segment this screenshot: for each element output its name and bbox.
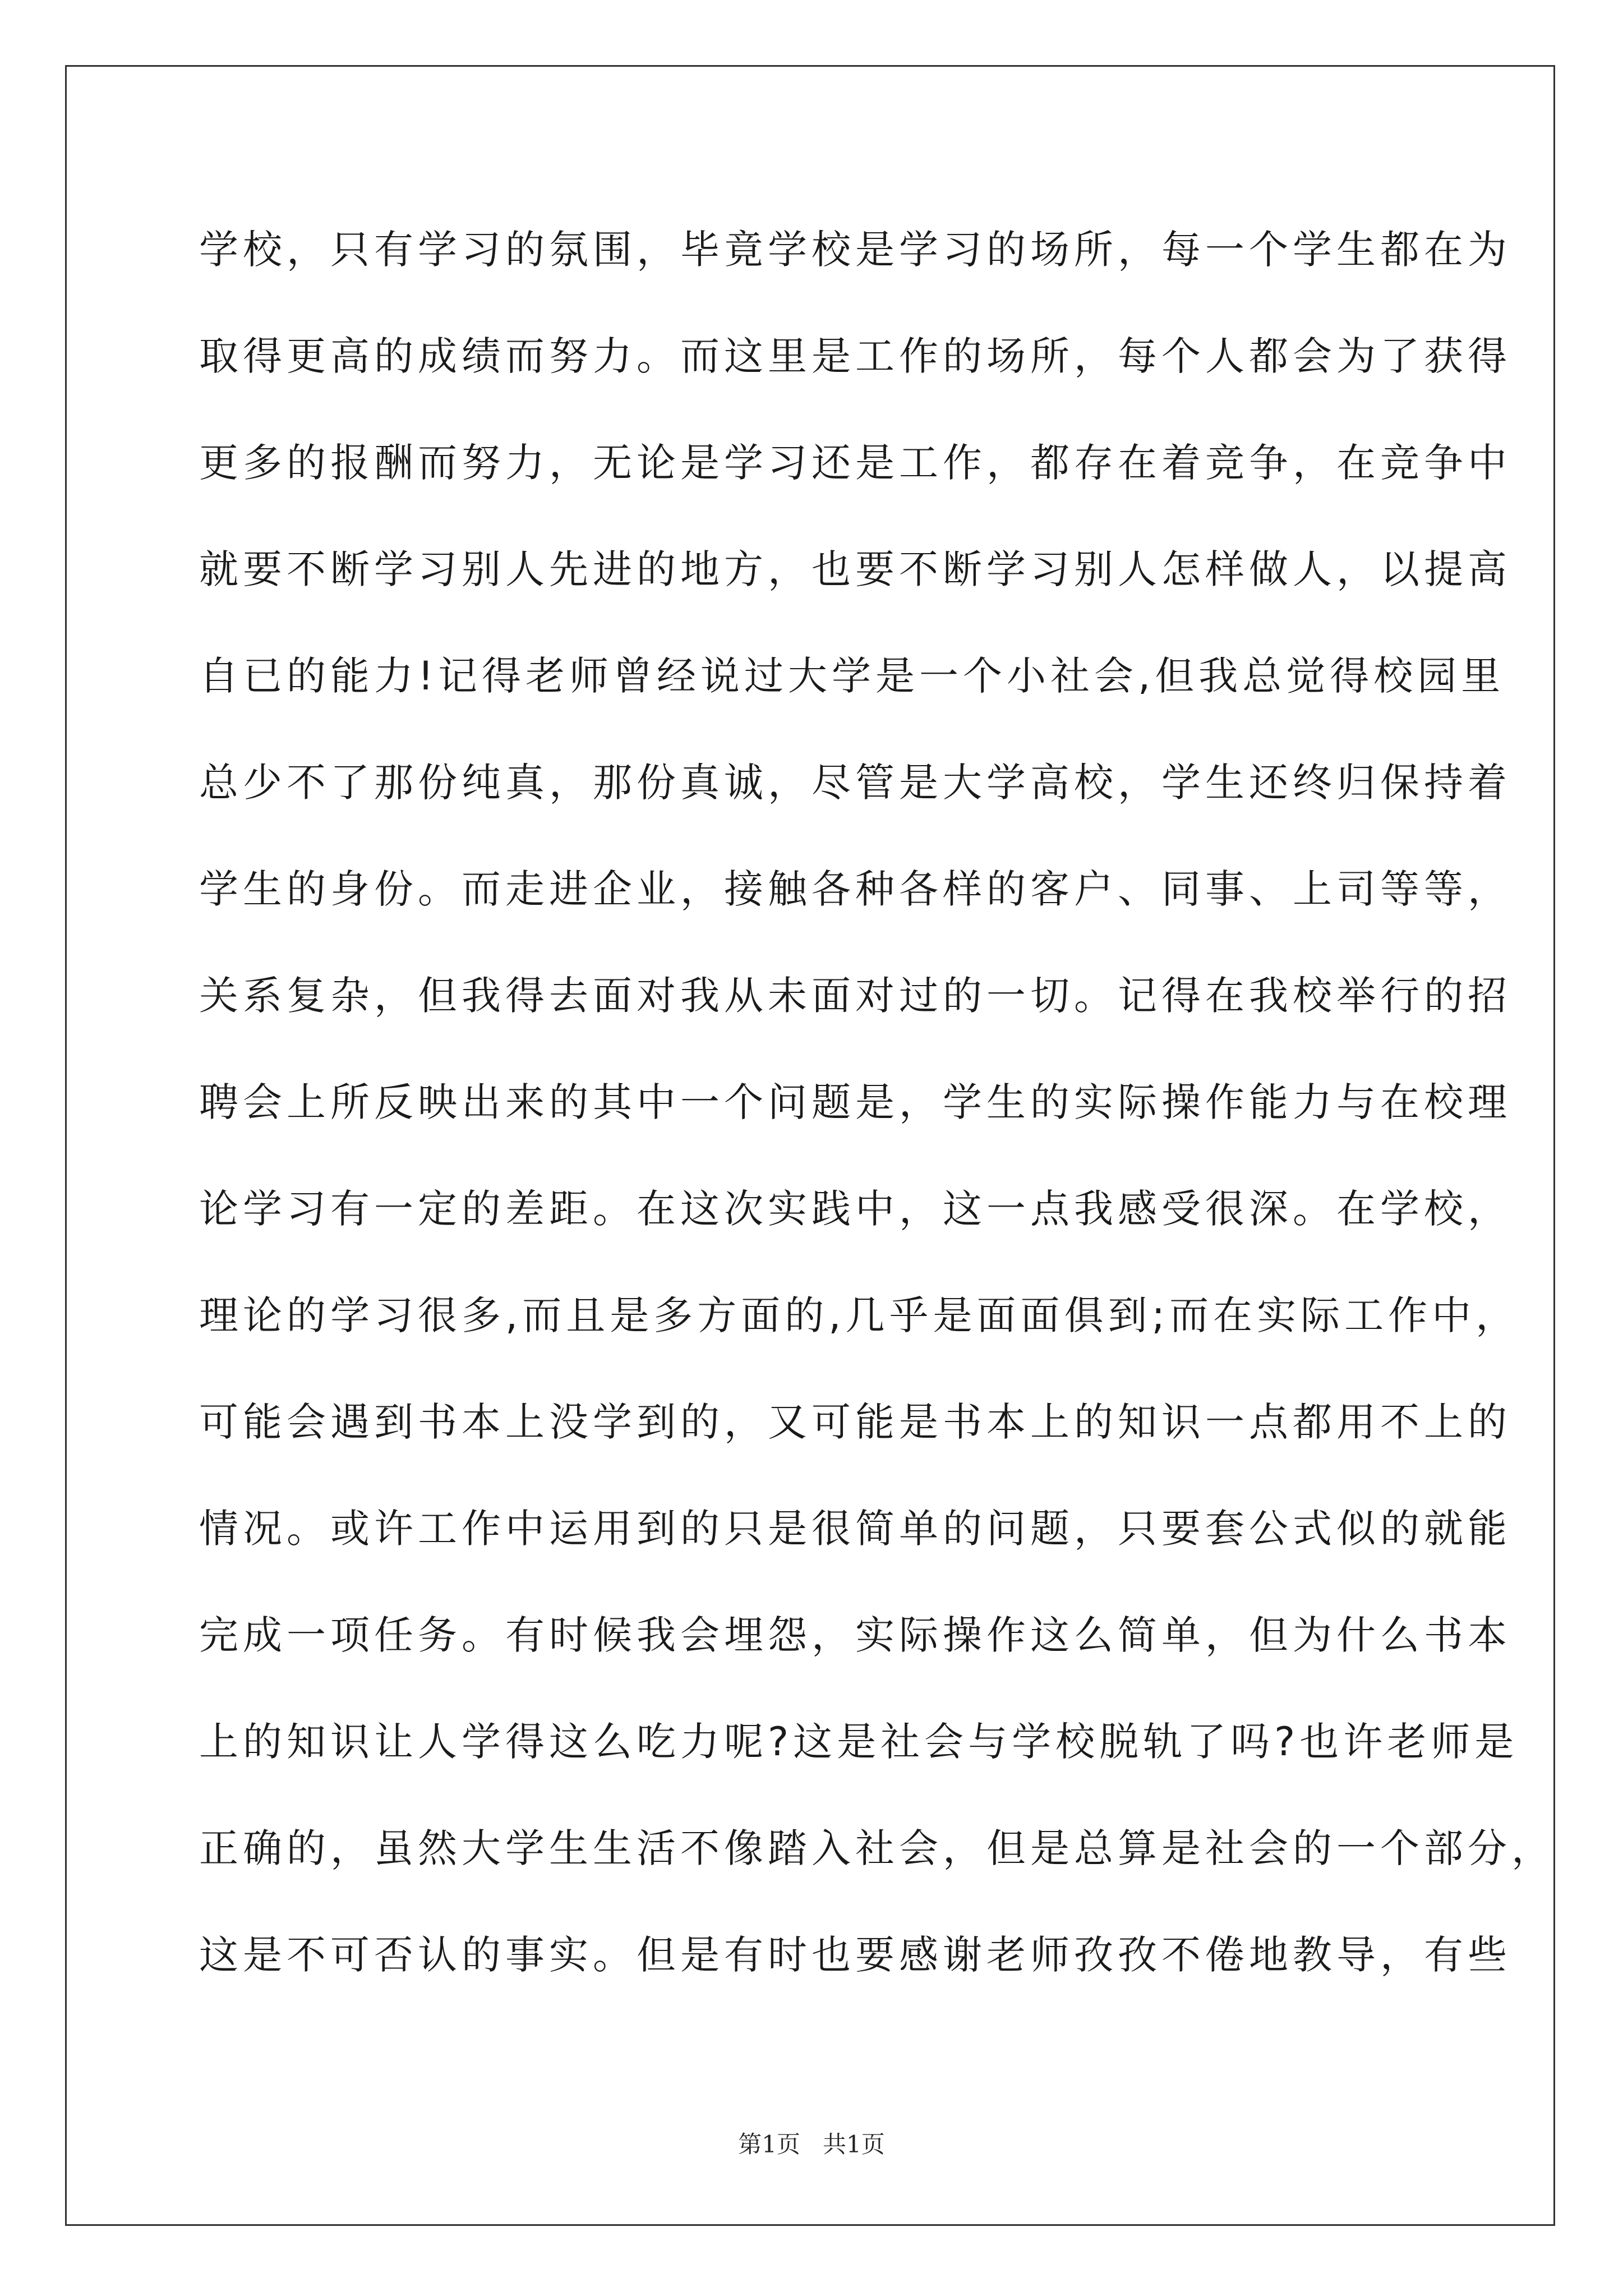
text-line: 更多的报酬而努力，无论是学习还是工作，都存在着竞争，在竞争中	[199, 440, 1511, 486]
text-line: 就要不断学习别人先进的地方，也要不断学习别人怎样做人，以提高	[199, 546, 1511, 592]
text-line: 关系复杂，但我得去面对我从未面对过的一切。记得在我校举行的招	[199, 973, 1511, 1019]
document-body	[199, 219, 1555, 2031]
text-line: 上的知识让人学得这么吃力呢?这是社会与学校脱轨了吗?也许老师是	[199, 1719, 1519, 1765]
text-line: 可能会遇到书本上没学到的，又可能是书本上的知识一点都用不上的	[199, 1399, 1511, 1445]
text-line: 学校，只有学习的氛围，毕竟学校是学习的场所，每一个学生都在为	[199, 227, 1511, 273]
text-line: 理论的学习很多,而且是多方面的,几乎是面面俱到;而在实际工作中，	[199, 1292, 1520, 1338]
text-line: 学生的身份。而走进企业，接触各种各样的客户、同事、上司等等，	[199, 866, 1511, 912]
text-line: 取得更高的成绩而努力。而这里是工作的场所，每个人都会为了获得	[199, 333, 1511, 379]
text-line: 情况。或许工作中运用到的只是很简单的问题，只要套公式似的就能	[199, 1506, 1511, 1552]
text-line: 总少不了那份纯真，那份真诚，尽管是大学高校，学生还终归保持着	[199, 760, 1511, 806]
page-number-footer: 第1页 共1页	[738, 2131, 885, 2158]
text-line: 自已的能力!记得老师曾经说过大学是一个小社会,但我总觉得校园里	[199, 653, 1505, 699]
text-line: 聘会上所反映出来的其中一个问题是，学生的实际操作能力与在校理	[199, 1079, 1511, 1125]
text-line: 完成一项任务。有时候我会埋怨，实际操作这么简单，但为什么书本	[199, 1612, 1511, 1658]
text-line: 正确的，虽然大学生生活不像踏入社会，但是总算是社会的一个部分，	[199, 1825, 1555, 1871]
text-line: 论学习有一定的差距。在这次实践中，这一点我感受很深。在学校，	[199, 1186, 1511, 1232]
text-line: 这是不可否认的事实。但是有时也要感谢老师孜孜不倦地教导，有些	[199, 1932, 1511, 1978]
